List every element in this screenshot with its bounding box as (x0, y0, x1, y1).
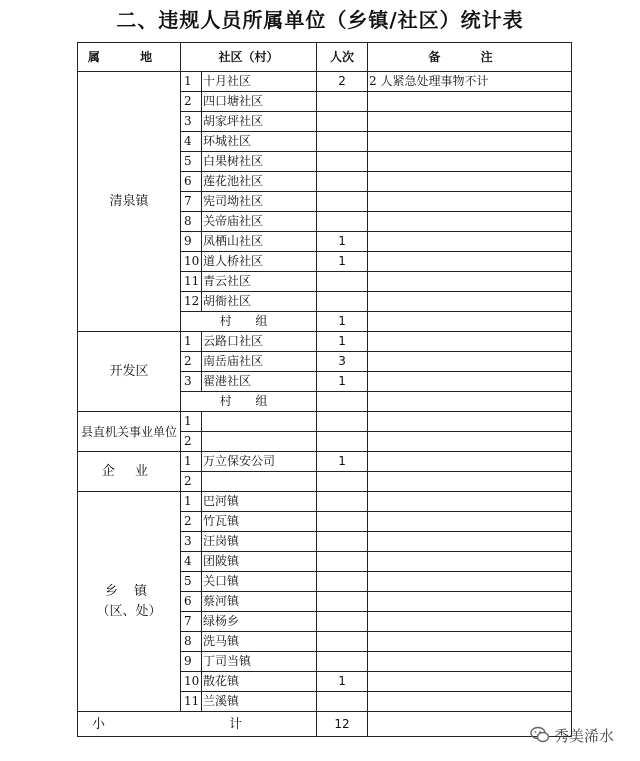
table-row (78, 412, 572, 432)
row-index: 8 (181, 632, 202, 652)
row-index: 2 (181, 512, 202, 532)
note-cell (368, 512, 572, 532)
location-cell: 企 业 (78, 452, 181, 492)
community-name: 绿杨乡 (202, 612, 317, 632)
count-cell (317, 132, 368, 152)
community-name: 巴河镇 (202, 492, 317, 512)
note-cell (368, 432, 572, 452)
total-row (78, 712, 572, 737)
note-cell (368, 532, 572, 552)
community-name (202, 432, 317, 452)
note-cell (368, 372, 572, 392)
count-cell (317, 532, 368, 552)
community-name: 蔡河镇 (202, 592, 317, 612)
row-index: 5 (181, 152, 202, 172)
note-cell (368, 132, 572, 152)
count-cell: 1 (317, 672, 368, 692)
note-cell (368, 392, 572, 412)
community-name: 白果树社区 (202, 152, 317, 172)
row-index: 10 (181, 252, 202, 272)
community-name: 青云社区 (202, 272, 317, 292)
row-index: 6 (181, 172, 202, 192)
count-cell (317, 392, 368, 412)
note-cell (368, 312, 572, 332)
note-cell (368, 172, 572, 192)
row-index: 1 (181, 452, 202, 472)
count-cell: 1 (317, 372, 368, 392)
count-cell: 1 (317, 312, 368, 332)
row-index: 2 (181, 432, 202, 452)
count-cell (317, 212, 368, 232)
count-cell (317, 112, 368, 132)
note-cell: 2 人紧急处理事物不计 (368, 72, 572, 92)
community-name: 竹瓦镇 (202, 512, 317, 532)
note-cell (368, 232, 572, 252)
note-cell (368, 672, 572, 692)
community-name: 万立保安公司 (202, 452, 317, 472)
wechat-icon (530, 726, 550, 744)
community-name (202, 472, 317, 492)
note-cell (368, 192, 572, 212)
count-cell (317, 692, 368, 712)
row-index: 1 (181, 332, 202, 352)
community-name: 四口塘社区 (202, 92, 317, 112)
count-cell: 1 (317, 452, 368, 472)
community-name: 环城社区 (202, 132, 317, 152)
row-index: 1 (181, 72, 202, 92)
row-index: 2 (181, 352, 202, 372)
community-name: 十月社区 (202, 72, 317, 92)
community-name: 凤栖山社区 (202, 232, 317, 252)
community-name: 翟港社区 (202, 372, 317, 392)
note-cell (368, 472, 572, 492)
count-cell: 1 (317, 252, 368, 272)
note-cell (368, 492, 572, 512)
community-name: 云路口社区 (202, 332, 317, 352)
row-index: 3 (181, 112, 202, 132)
location-cell (78, 492, 181, 712)
note-cell (368, 612, 572, 632)
row-index: 11 (181, 272, 202, 292)
row-index: 1 (181, 412, 202, 432)
community-name: 团陂镇 (202, 552, 317, 572)
total-label: 小 计 (78, 712, 317, 737)
count-cell (317, 412, 368, 432)
header-location: 属 地 (78, 43, 181, 72)
community-name: 关帝庙社区 (202, 212, 317, 232)
count-cell (317, 512, 368, 532)
row-index: 12 (181, 292, 202, 312)
community-name: 关口镇 (202, 572, 317, 592)
table-header-row (78, 43, 572, 72)
location-line: 乡 镇 (104, 583, 154, 599)
total-count: 12 (317, 712, 368, 737)
note-cell (368, 112, 572, 132)
count-cell (317, 472, 368, 492)
count-cell (317, 552, 368, 572)
note-cell (368, 332, 572, 352)
row-index: 10 (181, 672, 202, 692)
community-name: 汪岗镇 (202, 532, 317, 552)
note-cell (368, 692, 572, 712)
count-cell (317, 432, 368, 452)
row-index: 3 (181, 372, 202, 392)
note-cell (368, 92, 572, 112)
count-cell (317, 172, 368, 192)
table-row (78, 452, 572, 472)
header-community: 社区（村） (181, 43, 317, 72)
row-index: 3 (181, 532, 202, 552)
community-name (202, 412, 317, 432)
location-cell: 县直机关事业单位 (78, 412, 181, 452)
note-cell (368, 272, 572, 292)
count-cell (317, 592, 368, 612)
community-name: 宪司坳社区 (202, 192, 317, 212)
row-index: 11 (181, 692, 202, 712)
community-name: 散花镇 (202, 672, 317, 692)
count-cell (317, 572, 368, 592)
table-row (78, 72, 572, 92)
note-cell (368, 352, 572, 372)
row-index: 8 (181, 212, 202, 232)
watermark-text: 秀美浠水 (554, 727, 615, 745)
count-cell (317, 152, 368, 172)
note-cell (368, 632, 572, 652)
count-cell (317, 652, 368, 672)
community-name: 胡家坪社区 (202, 112, 317, 132)
statistics-table (77, 42, 572, 737)
community-name: 道人桥社区 (202, 252, 317, 272)
count-cell: 2 (317, 72, 368, 92)
row-index: 6 (181, 592, 202, 612)
community-name: 洗马镇 (202, 632, 317, 652)
watermark (530, 724, 638, 748)
note-cell (368, 212, 572, 232)
community-name: 胡衙社区 (202, 292, 317, 312)
table-row (78, 492, 572, 512)
location-line: （区、处） (96, 603, 162, 619)
row-index: 2 (181, 472, 202, 492)
row-index: 7 (181, 612, 202, 632)
note-cell (368, 592, 572, 612)
row-index: 4 (181, 552, 202, 572)
row-index: 2 (181, 92, 202, 112)
row-index: 4 (181, 132, 202, 152)
village-label: 村 组 (181, 392, 317, 412)
row-index: 5 (181, 572, 202, 592)
table-row (78, 332, 572, 352)
table-body (78, 72, 572, 737)
count-cell (317, 192, 368, 212)
note-cell (368, 292, 572, 312)
row-index: 7 (181, 192, 202, 212)
count-cell (317, 272, 368, 292)
note-cell (368, 452, 572, 472)
note-cell (368, 252, 572, 272)
page-title: 二、违规人员所属单位（乡镇/社区）统计表 (116, 8, 524, 32)
community-name: 丁司当镇 (202, 652, 317, 672)
note-cell (368, 152, 572, 172)
location-cell: 清泉镇 (78, 72, 181, 332)
count-cell: 1 (317, 332, 368, 352)
community-name: 南岳庙社区 (202, 352, 317, 372)
count-cell (317, 492, 368, 512)
count-cell (317, 632, 368, 652)
community-name: 莲花池社区 (202, 172, 317, 192)
note-cell (368, 412, 572, 432)
community-name: 兰溪镇 (202, 692, 317, 712)
row-index: 1 (181, 492, 202, 512)
note-cell (368, 572, 572, 592)
count-cell: 3 (317, 352, 368, 372)
count-cell (317, 612, 368, 632)
count-cell: 1 (317, 232, 368, 252)
header-note: 备 注 (368, 43, 572, 72)
village-label: 村 组 (181, 312, 317, 332)
row-index: 9 (181, 232, 202, 252)
note-cell (368, 652, 572, 672)
count-cell (317, 292, 368, 312)
row-index: 9 (181, 652, 202, 672)
count-cell (317, 92, 368, 112)
location-cell: 开发区 (78, 332, 181, 412)
header-count: 人次 (317, 43, 368, 72)
note-cell (368, 552, 572, 572)
